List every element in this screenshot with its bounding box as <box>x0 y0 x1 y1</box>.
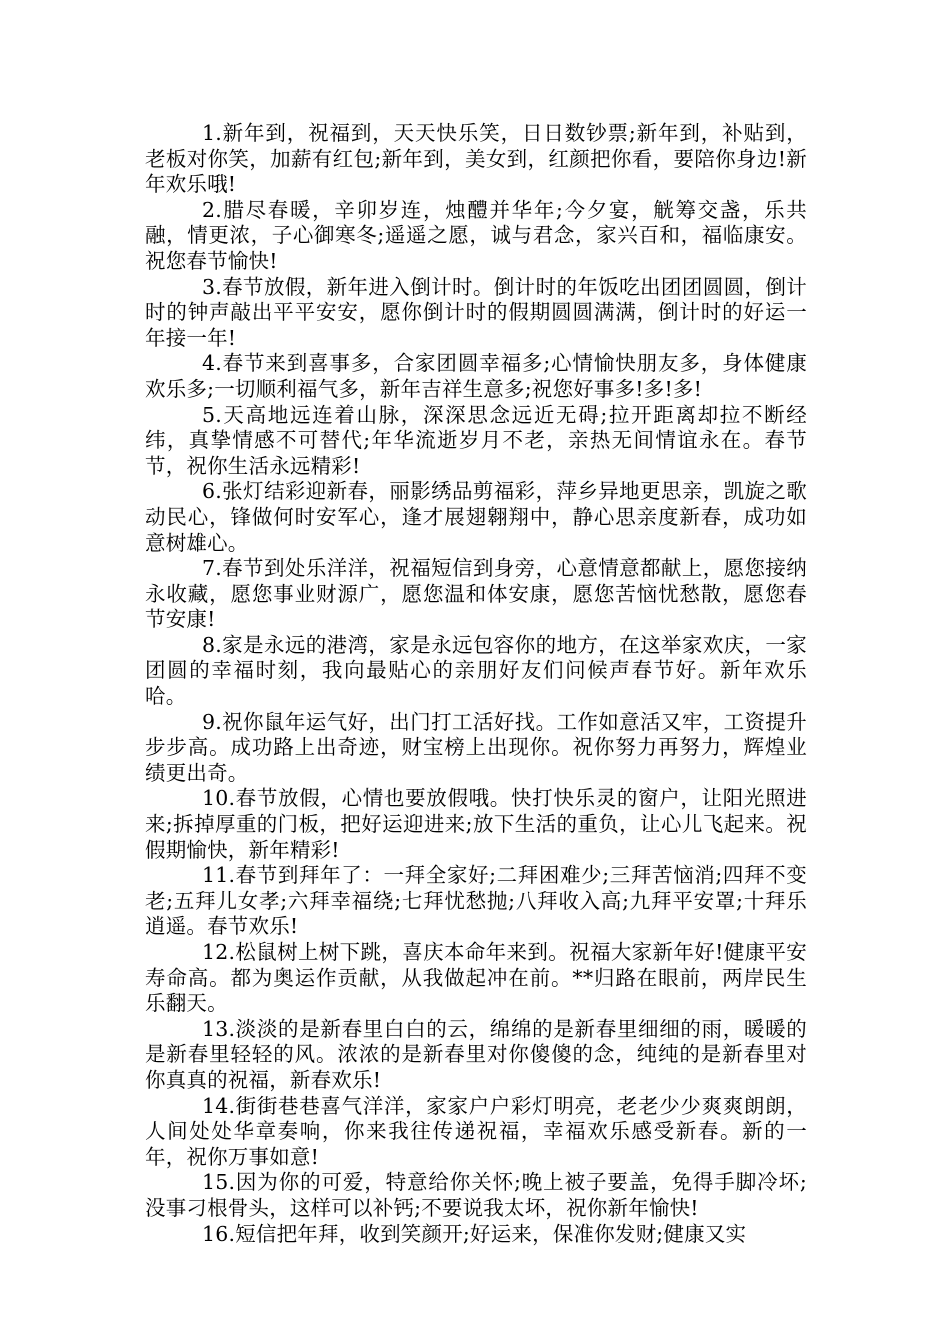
paragraph-9: 9.祝你鼠年运气好，出门打工活好找。工作如意活又牢，工资提升步步高。成功路上出奇迹，财宝榜上出现你。祝你努力再努力，辉煌业绩更出奇。 <box>145 709 807 785</box>
paragraph-4: 4.春节来到喜事多，合家团圆幸福多;心情愉快朋友多，身体健康欢乐多;一切顺利福气多，新年吉祥生意多;祝您好事多!多!多! <box>145 351 807 401</box>
paragraph-3: 3.春节放假，新年进入倒计时。倒计时的年饭吃出团团圆圆，倒计时的钟声敲出平平安安，愿你倒计时的假期圆圆满满，倒计时的好运一年接一年! <box>145 274 807 350</box>
paragraph-10: 10.春节放假，心情也要放假哦。快打快乐灵的窗户，让阳光照进来;拆掉厚重的门板，把好运迎进来;放下生活的重负，让心儿飞起来。祝假期愉快，新年精彩! <box>145 786 807 862</box>
paragraph-1: 1.新年到，祝福到，天天快乐笑，日日数钞票;新年到，补贴到，老板对你笑，加薪有红包;新年到，美女到，红颜把你看，要陪你身边!新年欢乐哦! <box>145 121 807 197</box>
paragraph-7: 7.春节到处乐洋洋，祝福短信到身旁，心意情意都献上，愿您接纳永收藏，愿您事业财源广，愿您温和体安康，愿您苦恼忧愁散，愿您春节安康! <box>145 556 807 632</box>
paragraph-5: 5.天高地远连着山脉，深深思念远近无碍;拉开距离却拉不断经纬，真挚情感不可替代;年华流逝岁月不老，亲热无间情谊永在。春节节，祝你生活永远精彩! <box>145 402 807 478</box>
paragraph-6: 6.张灯结彩迎新春，丽影绣品剪福彩，萍乡异地更思亲，凯旋之歌动民心，锋做何时安军心，逢才展翅翱翔中，静心思亲度新春，成功如意树雄心。 <box>145 479 807 555</box>
paragraph-8: 8.家是永远的港湾，家是永远包容你的地方，在这举家欢庆，一家团圆的幸福时刻，我向最贴心的亲朋好友们问候声春节好。新年欢乐哈。 <box>145 632 807 709</box>
paragraph-16: 16.短信把年拜，收到笑颜开;好运来，保准你发财;健康又实 <box>202 1221 747 1246</box>
paragraph-2: 2.腊尽春暖，辛卯岁连，烛醴并华年;今夕宴，觥筹交盏，乐共融，情更浓，子心御寒冬;遥遥之愿，诚与君念，家兴百和，福临康安。祝您春节愉快! <box>145 197 807 273</box>
paragraph-14: 14.街街巷巷喜气洋洋，家家户户彩灯明亮，老老少少爽爽朗朗，人间处处华章奏响，你来我往传递祝福，幸福欢乐感受新春。新的一年，祝你万事如意! <box>145 1093 807 1169</box>
document-body <box>145 121 807 1247</box>
paragraph-15: 15.因为你的可爱，特意给你关怀;晚上被子要盖，免得手脚冷坏;没事刁根骨头，这样可以补钙;不要说我太坏，祝你新年愉快! <box>145 1170 807 1220</box>
paragraph-11: 11.春节到拜年了：一拜全家好;二拜困难少;三拜苦恼消;四拜不变老;五拜儿女孝;六拜幸福绕;七拜忧愁抛;八拜收入高;九拜平安罩;十拜乐逍遥。春节欢乐! <box>145 863 807 939</box>
paragraph-12: 12.松鼠树上树下跳，喜庆本命年来到。祝福大家新年好!健康平安寿命高。都为奥运作贡献，从我做起冲在前。**归路在眼前，两岸民生乐翻天。 <box>145 940 807 1016</box>
paragraph-13: 13.淡淡的是新春里白白的云，绵绵的是新春里细细的雨，暖暖的是新春里轻轻的风。浓浓的是新春里对你傻傻的念，纯纯的是新春里对你真真的祝福，新春欢乐! <box>145 1016 807 1092</box>
